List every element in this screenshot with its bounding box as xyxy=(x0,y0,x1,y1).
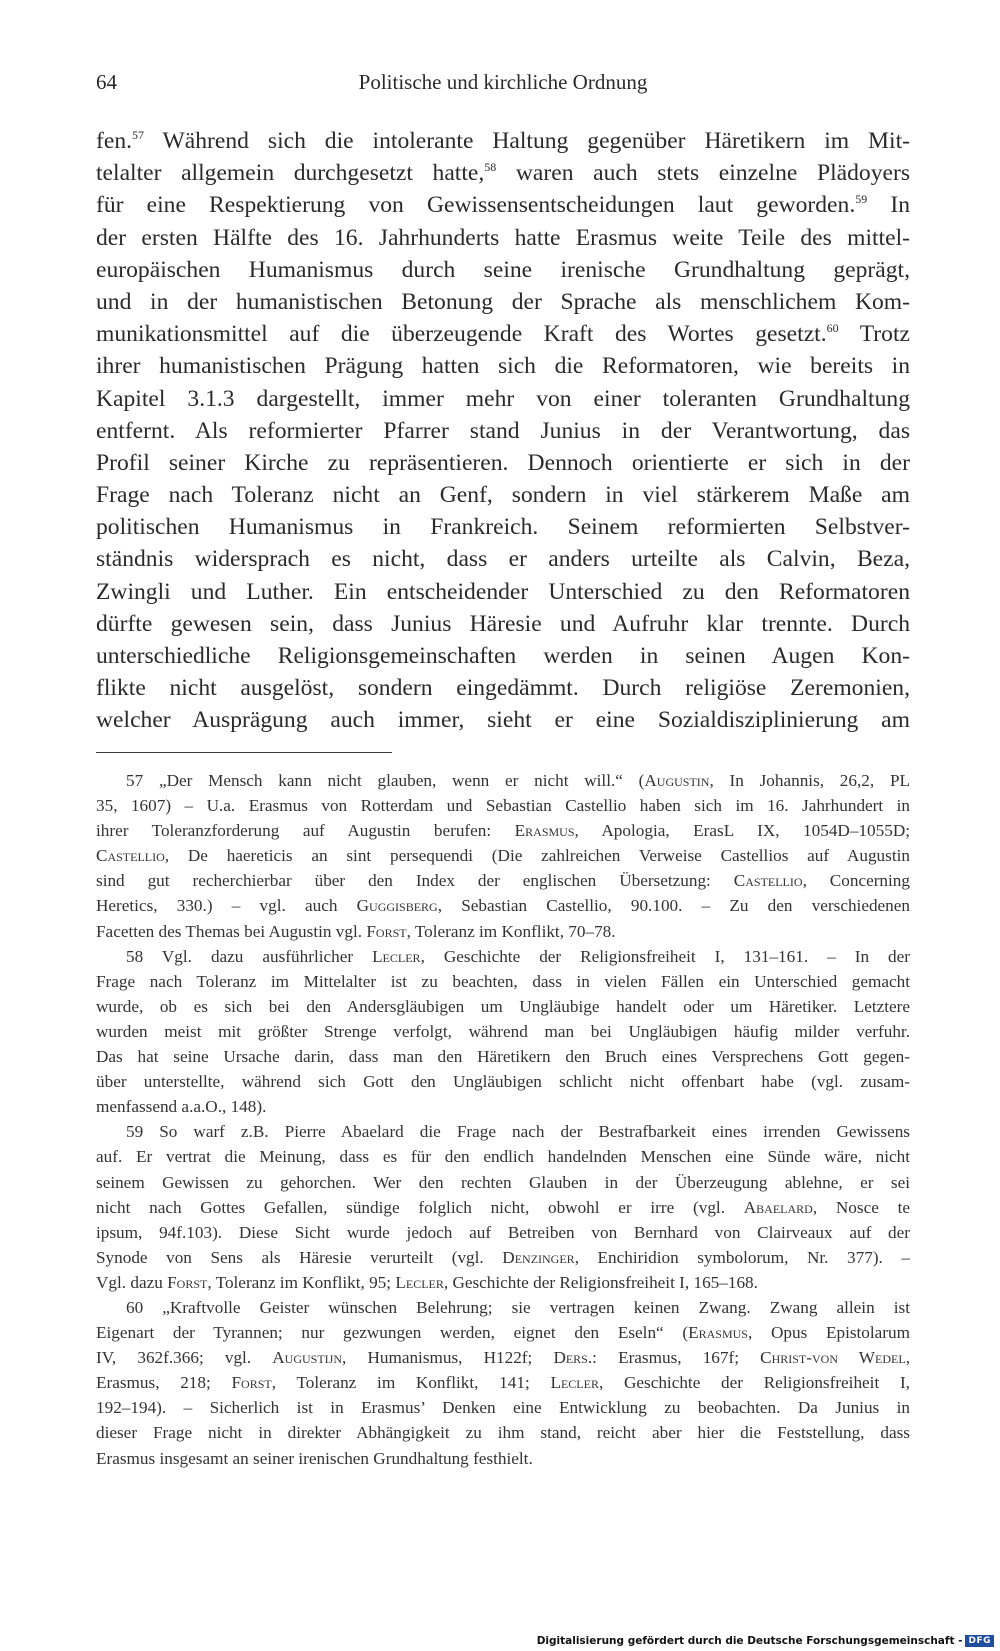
author-name: Augustin xyxy=(644,771,710,790)
text-line: flikte nicht ausgelöst, sondern eingedämmt. Durch religiöse Zeremonien, xyxy=(96,675,910,702)
footnote-line: Das hat seine Ursache darin, dass man den Häretikern den Bruch eines Versprechens Gott gegen- xyxy=(96,1047,910,1067)
page-header xyxy=(96,70,910,104)
footnote-reference[interactable]: 58 xyxy=(484,160,497,175)
footnote-line: Eigenart der Tyrannen; nur gezwungen werden, eignet den Eseln“ (Erasmus, Opus Epistolarum xyxy=(96,1323,910,1343)
footnote-line: Castellio, De haereticis an sint persequendi (Die zahlreichen Verweise Castellios auf Augustin xyxy=(96,846,910,866)
author-name: Christ-von Wedel xyxy=(760,1348,906,1368)
author-name: Augustijn xyxy=(272,1348,343,1368)
author-name: Erasmus xyxy=(688,1323,748,1343)
footnote-line: Heretics, 330.) – vgl. auch Guggisberg, Sebastian Castellio, 90.100. – Zu den verschiedenen xyxy=(96,896,910,916)
footnote-line: wurden meist mit größter Strenge verfolgt, während man bei Ungläubigen häufig milder verfuhr. xyxy=(96,1021,910,1041)
footnotes xyxy=(96,768,910,1471)
author-name: Erasmus xyxy=(514,821,575,841)
author-name: Lecler xyxy=(550,1373,599,1393)
footnote-reference[interactable]: 59 xyxy=(855,192,868,207)
author-name: Forst xyxy=(167,1272,208,1292)
footnote-line: Vgl. dazu Forst, Toleranz im Konflikt, 95; Lecler, Geschichte der Religionsfreiheit I, 165–168. xyxy=(96,1272,758,1292)
footnote-line: 35, 1607) – U.a. Erasmus von Rotterdam und Sebastian Castellio haben sich im 16. Jahrhundert in xyxy=(96,796,910,816)
footnote-58 xyxy=(96,944,910,1120)
footnote-line: Facetten des Themas bei Augustin vgl. Forst, Toleranz im Konflikt, 70–78. xyxy=(96,921,616,941)
text-line: Profil seiner Kirche zu repräsentieren. Dennoch orientierte er sich in der xyxy=(96,449,910,476)
footnote-line: IV, 362f.366; vgl. Augustijn, Humanismus, H122f; Ders.: Erasmus, 167f; Christ-von Wedel, xyxy=(96,1348,910,1368)
footnote-line: menfassend a.a.O., 148). xyxy=(96,1097,267,1117)
footnote-line: 57 „Der Mensch kann nicht glauben, wenn er nicht will.“ (Augustin, In Johannis, 26,2, PL xyxy=(126,771,910,790)
text-line: der ersten Hälfte des 16. Jahrhunderts hatte Erasmus weite Teile des mittel- xyxy=(96,224,910,251)
author-name: Ders. xyxy=(553,1348,593,1368)
text-line: unterschiedliche Religionsgemeinschaften werden in seinen Augen Kon- xyxy=(96,643,910,669)
text-line: und in der humanistischen Betonung der Sprache als menschlichem Kom- xyxy=(96,288,910,315)
text-line: entfernt. Als reformierter Pfarrer stand Junius in der Verantwortung, das xyxy=(96,417,910,444)
text-line: europäischen Humanismus durch seine irenische Grundhaltung geprägt, xyxy=(96,256,910,283)
text-line: dürfte gewesen sein, dass Junius Häresie und Aufruhr klar trennte. Durch xyxy=(96,610,910,637)
page-number: 64 xyxy=(96,70,117,94)
text-line: munikationsmittel auf die überzeugende Kraft des Wortes gesetzt.$^{60}$ Trotz xyxy=(96,321,910,348)
text-line: Frage nach Toleranz nicht an Genf, sondern in viel stärkerem Maße am xyxy=(96,482,910,509)
footnote-57 xyxy=(96,768,910,944)
footnote-line: seinem Gewissen zu gehorchen. Wer den rechten Glauben in der Überzeugung ablehne, er sei xyxy=(96,1172,910,1192)
footnote-line: 58 Vgl. dazu ausführlicher Lecler, Geschichte der Religionsfreiheit I, 131–161. – In der xyxy=(126,946,910,966)
footnote-line: dieser Frage nicht in direkter Abhängigkeit zu ihm stand, reicht aber hier die Feststellung, dass xyxy=(96,1423,910,1443)
text-line: welcher Ausprägung auch immer, sieht er eine Sozialdisziplinierung am xyxy=(96,707,910,734)
running-head: Politische und kirchliche Ordnung xyxy=(358,70,648,94)
author-name: Lecler xyxy=(395,1272,444,1292)
footnote-line: ipsum, 94f.103). Diese Sicht wurde jedoch auf Betreiben von Bernhard von Clairveaux auf der xyxy=(96,1222,910,1242)
footnote-divider xyxy=(96,752,392,753)
author-name: Abaelard xyxy=(743,1197,813,1217)
footnote-line: 59 So warf z.B. Pierre Abaelard die Frage nach der Bestrafbarkeit eines irrenden Gewissens xyxy=(126,1122,910,1142)
author-name: Guggisberg xyxy=(356,896,438,916)
author-name: Castellio xyxy=(733,871,803,891)
footnote-line: Erasmus, 218; Forst, Toleranz im Konflikt, 141; Lecler, Geschichte der Religionsfreiheit I, xyxy=(96,1373,910,1393)
funding-text: Digitalisierung gefördert durch die Deutsche Forschungsgemeinschaft - xyxy=(536,1635,963,1647)
funding-note xyxy=(537,1635,994,1647)
footnote-line: über unterstellte, während sich Gott den Ungläubigen schlicht nicht offenbart habe (vgl. zusam- xyxy=(96,1072,910,1092)
footnote-line: sind gut recherchierbar über den Index der englischen Übersetzung: Castellio, Concerning xyxy=(96,871,910,891)
footnote-reference[interactable]: 60 xyxy=(826,321,839,336)
footnote-line: ihrer Toleranzforderung auf Augustin berufen: Erasmus, Apologia, ErasL IX, 1054D–1055D; xyxy=(96,821,910,841)
footnote-60 xyxy=(96,1295,910,1471)
main-text xyxy=(96,125,910,737)
text-line: ständnis widersprach es nicht, dass er anders urteilte als Calvin, Beza, xyxy=(96,546,910,573)
footnote-line: nicht nach Gottes Gefallen, sündige folglich nicht, obwohl er irre (vgl. Abaelard, Nosce te xyxy=(96,1197,910,1217)
footnote-line: 192–194). – Sicherlich ist in Erasmus’ Denken eine Entwicklung zu beobachten. Da Junius in xyxy=(96,1398,910,1418)
author-name: Forst xyxy=(366,921,407,941)
footnote-line: Frage nach Toleranz im Mittelalter ist zu beachten, dass in vielen Fällen ein Unterschied gemacht xyxy=(96,971,910,991)
author-name: Forst xyxy=(231,1373,272,1393)
footnote-line: Erasmus insgesamt an seiner irenischen Grundhaltung festhielt. xyxy=(96,1448,533,1468)
author-name: Lecler xyxy=(372,946,421,966)
text-line: ihrer humanistischen Prägung hatten sich die Reformatoren, wie bereits in xyxy=(96,353,910,380)
dfg-logo-icon: DFG xyxy=(965,1635,994,1647)
text-line: politischen Humanismus in Frankreich. Seinem reformierten Selbstver- xyxy=(96,514,910,541)
text-line: Zwingli und Luther. Ein entscheidender Unterschied zu den Reformatoren xyxy=(96,578,910,605)
footnote-reference[interactable]: 57 xyxy=(132,128,145,142)
author-name: Castellio xyxy=(96,846,165,866)
footnote-line: Synode von Sens als Häresie verurteilt (vgl. Denzinger, Enchiridion symbolorum, Nr. 377). – xyxy=(96,1247,910,1267)
text-line: telalter allgemein durchgesetzt hatte,$^{58}$ waren auch stets einzelne Plädoyers xyxy=(96,160,910,187)
footnote-line: auf. Er vertrat die Meinung, dass es für den endlich handelnden Menschen eine Sünde wäre, nicht xyxy=(96,1147,910,1167)
footnote-line: wurde, ob es sich bei den Andersgläubigen um Ungläubige handelt oder um Häretiker. Letztere xyxy=(96,996,910,1016)
footnote-line: 60 „Kraftvolle Geister wünschen Belehrung; sie vertragen keinen Zwang. Zwang allein ist xyxy=(126,1297,910,1317)
text-line: für eine Respektierung von Gewissensentscheidungen laut geworden.$^{59}$ In xyxy=(96,192,910,219)
text-line: fen.$^{57}$ Während sich die intolerante Haltung gegenüber Häretikern im Mit- xyxy=(96,128,910,154)
text-line: Kapitel 3.1.3 dargestellt, immer mehr von einer toleranten Grundhaltung xyxy=(96,385,910,412)
author-name: Denzinger xyxy=(502,1247,575,1267)
footnote-59 xyxy=(96,1119,910,1295)
